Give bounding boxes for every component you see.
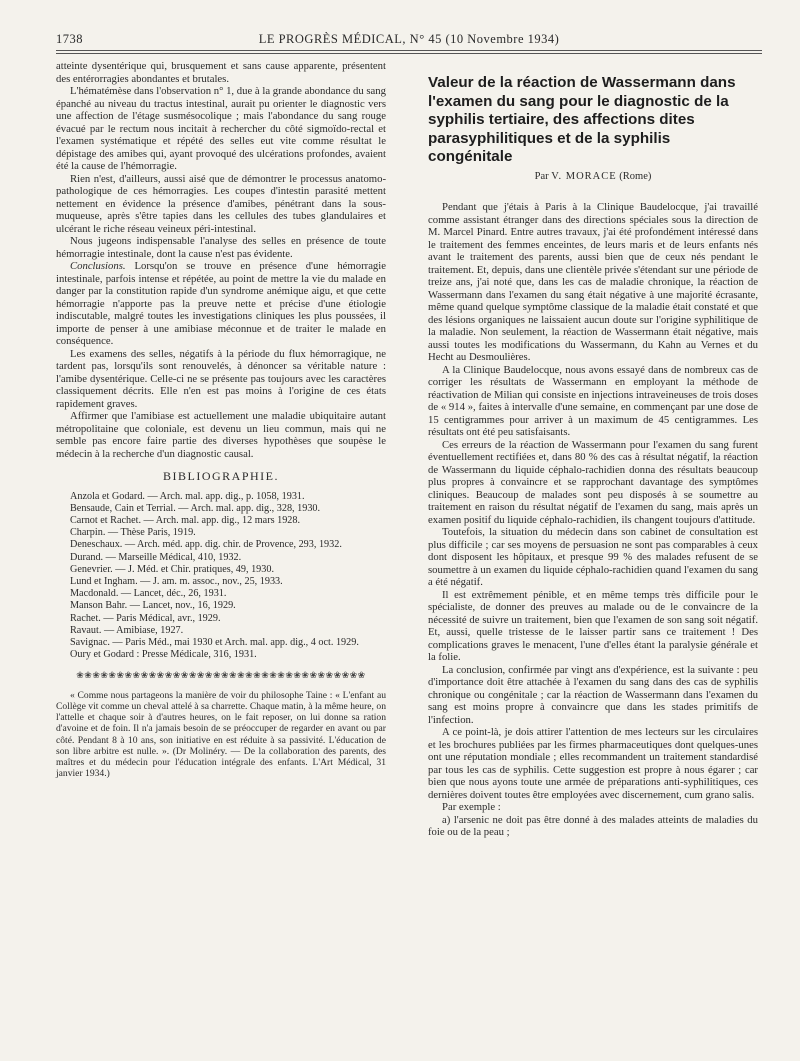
paragraph: Rien n'est, d'ailleurs, aussi aisé que de démontrer le processus anatomo-pathologique de ces hémorragies. Les coupes d'intestin parasité mettent nettement en évidence la présence d'amibes, pénétrant dans la sous-muqueuse, après s'être tapies dans les cellules des tubes glandulaires et ulcérant le riche réseau veineux péri-intestinal. (56, 172, 386, 235)
paragraph: Nous jugeons indispensable l'analyse des selles en présence de toute hémorragie intestinale, dont la cause n'est pas évidente. (56, 235, 386, 260)
reference-item: Bensaude, Cain et Terrial. — Arch. mal. app. dig., 328, 1930. (70, 502, 321, 514)
paragraph: Les examens des selles, négatifs à la période du flux hémorragique, ne tardent pas, lorsqu'ils sont renouvelés, à dénoncer sa véritable nature : l'amibe dysentérique. Celle-ci ne se présente pas toujours avec les caractères classiquement décrits. Elle n'en est pas moins à l'origine de ces états rapidement graves. (56, 347, 386, 410)
paragraph: L'hématémèse dans l'observation n° 1, due à la grande abondance du sang épanché au niveau du tractus intestinal, aurait pu orienter le diagnostic vers une affection de l'étage susmésocolique ; mais l'abondance du sang rouge évacué par le rectum nous incitait à rechercher du côté sigmoïdo-rectal et l'examen systématique et répété des selles eut vite comme résultat le dépistage des amibes qui, ayant provoqué des ulcérations profondes, avaient été la cause de l'hémorragie. (56, 85, 386, 172)
paragraph: Ces erreurs de la réaction de Wassermann pour l'examen du sang furent éventuellement rectifiées et, dans 80 % des cas à résultat négatif, la réaction de Wassermann du liquide céphalo-rachidien donna des résultats beaucoup plus propres à convaincre et se rapprochant davantage des symptômes cliniques. Beaucoup de malades sont peu disposés à se soumettre au traitement en raison du résultat négatif de l'examen du sang, mais après un examen positif du liquide céphalo-rachidien, ils changent toujours d'attitude. (428, 438, 758, 526)
byline-prefix: Par (534, 170, 549, 182)
reference-item: Anzola et Godard. — Arch. mal. app. dig., p. 1058, 1931. (70, 490, 305, 502)
paragraph: Il est extrêmement pénible, et en même temps très difficile pour le spécialiste, de donner des preuves au malade ou de le convaincre de la nécessité de suivre un traitement, bien que l'examen de son sang soit négatif. Et, aussi, quelle tristesse de le laisser partir sans ce traitement ! Des complications graves le menacent, l'une d'elles étant la paralysie générale et la folie. (428, 588, 758, 663)
paragraph: Affirmer que l'amibiase est actuellement une maladie ubiquitaire autant métropolitaine que coloniale, est devenu un lieu commun, mais qui ne semble pas encore faire partie des diverses hypothèses que soupèse le médecin à la recherche d'un diagnostic causal. (56, 410, 386, 460)
reference-item: Oury et Godard : Presse Médicale, 316, 1931. (70, 649, 257, 661)
paragraph: Pendant que j'étais à Paris à la Clinique Baudelocque, j'ai travaillé comme assistant étranger dans des directions spéciales sous la direction de M. Marcel Pinard. Entre autres travaux, j'ai été profondément intéressé dans le traitement des femmes enceintes, de leurs maris et de leurs enfants nés avant le traitement des parents, aussi bien que de ceux nés pendant le traitement. Et, depuis, dans une clientèle privée s'étendant sur une période de treize ans, j'ai noté que, dans les cas de maladie chronique, la réaction de Wassermann dans l'examen du sang était négative à une majorité écrasante, même quand quelque symptôme classique de la maladie était constaté et que des lésions organiques ne laissaient aucun doute sur l'origine syphilitique de la maladie. Non seulement, la réaction de Wassermann était négative, mais aussi toutes les modifications du Wassermann, du Kahn au Vernes et du Hecht au Desmoulières. (428, 201, 758, 363)
paragraph: atteinte dysentérique qui, brusquement et sans cause apparente, présentent des entérorragies abondantes et brutales. (56, 60, 386, 85)
reference-item: Charpin. — Thèse Paris, 1919. (70, 527, 196, 539)
reference-item: Carnot et Rachet. — Arch. mal. app. dig., 12 mars 1928. (70, 514, 301, 526)
reference-item: Genevrier. — J. Méd. et Chir. pratiques, 49, 1930. (70, 563, 274, 575)
reference-item: Macdonald. — Lancet, déc., 26, 1931. (70, 588, 227, 600)
reference-item: Savignac. — Paris Méd., mai 1930 et Arch. mal. app. dig., 4 oct. 1929. (70, 636, 359, 648)
quote-block (56, 690, 386, 780)
running-title: LE PROGRÈS MÉDICAL, N° 45 (10 Novembre 1934) (258, 32, 560, 46)
ornament-divider: ❀❀❀❀❀❀❀❀❀❀❀❀❀❀❀❀❀❀❀❀❀❀❀❀❀❀❀❀❀❀❀❀❀❀❀❀ (76, 670, 366, 681)
conclusions-paragraph (56, 260, 386, 348)
reference-item: Durand. — Marseille Médical, 410, 1932. (70, 551, 242, 563)
quote-paragraph: « Comme nous partageons la manière de voir du philosophe Taine : « L'enfant au Collège vit comme un cheval attelé à sa charrette. Chaque matin, à la même heure, on l'attelle et chaque soir à d'autres heures, on le fait reposer, on lui donne sa ration d'avoine et de foin. Il n'a jamais besoin de se préoccuper de regarder en avant ou par côté. Pendant 8 à 10 ans, son initiative en est réduite à sa passivité. L'éducation de son libre arbitre est nulle. ». (Dr Molinéry. — De la collaboration des parents, des maîtres et du médecin pour l'éducation intégrale des enfants. L'Art Médical, 31 janvier 1934.) (56, 689, 386, 780)
reference-item: Ravaut. — Amibiase, 1927. (70, 624, 184, 636)
page-number: 1738 (56, 32, 83, 46)
reference-item: Rachet. — Paris Médical, avr., 1929. (70, 612, 221, 624)
left-column (56, 60, 386, 779)
reference-list (56, 491, 386, 662)
paragraph: Par exemple : (442, 801, 501, 813)
header-rule-double (56, 53, 762, 54)
bibliography-title: BIBLIOGRAPHIE. (163, 469, 279, 483)
byline-author: V. MORACE (551, 170, 617, 182)
reference-item: Lund et Ingham. — J. am. m. assoc., nov., 25, 1933. (70, 575, 283, 587)
reference-item: Manson Bahr. — Lancet, nov., 16, 1929. (70, 600, 236, 612)
running-header (56, 30, 762, 50)
byline-place: (Rome) (619, 170, 652, 182)
reference-item: Deneschaux. — Arch. méd. app. dig. chir. de Provence, 293, 1932. (70, 539, 342, 551)
paragraph: a) l'arsenic ne doit pas être donné à des malades atteints de maladies du foie ou de la peau ; (428, 813, 758, 838)
conclusions-text: Lorsqu'on se trouve en présence d'une hémorragie intestinale, parfois intense et répétée, au point de mettre la vie du malade en danger par la constitution rapide d'un syndrome anémique aigu, et que cette hémorragie n'apporte pas la preuve nette et précise d'une étiologie indiscutable, malgré toutes les investigations cliniques les plus poussées, il importe de penser à une amibiase méconnue et de traiter le malade en conséquence. (56, 260, 386, 347)
paragraph: Toutefois, la situation du médecin dans son cabinet de consultation est plus difficile ; car ses moyens de persuasion ne sont pas comparables à ceux dont disposent les hôpitaux, et presque 99 % des malades refusent de se soumettre à un examen du liquide céphalo-rachidien quand l'examen du sang a été négatif. (428, 526, 758, 588)
article-title: Valeur de la réaction de Wassermann dans l'examen du sang pour le diagnostic de la syphilis tertiaire, des affections dites parasyphilitiques et de la syphilis congénitale (428, 74, 736, 165)
paragraph: A la Clinique Baudelocque, nous avons essayé dans de nombreux cas de corriger les résultats de Wassermann en employant la méthode de réactivation de Milian qui consiste en injections intraveineuses de trois doses de « 914 », faites à intervalle d'une semaine, en commençant par une dose de 15 centigrammes pour arriver à un maximum de 45 centigrammes. Les résultats ont été peu satisfaisants. (428, 363, 758, 438)
paragraph: La conclusion, confirmée par vingt ans d'expérience, est la suivante : peu d'importance doit être attachée à l'examen du sang dans des cas de syphilis chronique ou congénitale ; car la réaction de Wassermann dans l'examen du sang est moins propre à convaincre que dans les stades primitifs de l'infection. (428, 663, 758, 726)
right-column (428, 60, 758, 839)
conclusions-label: Conclusions. (70, 260, 126, 272)
byline (428, 171, 758, 184)
header-rule (56, 50, 762, 51)
paragraph: A ce point-là, je dois attirer l'attention de mes lecteurs sur les circulaires et les brochures publiées par les firmes pharmaceutiques dont quelques-unes ont une réputation mondiale ; elles recommandent un traitement standardisé par tous les cas de syphilis. Cette suggestion est propre à nous égarer ; car bien que nous ayons toute une armée de préparations anti-syphilitiques, ces dernières doivent toutes être employées avec discernement, cum grano salis. (428, 726, 758, 801)
